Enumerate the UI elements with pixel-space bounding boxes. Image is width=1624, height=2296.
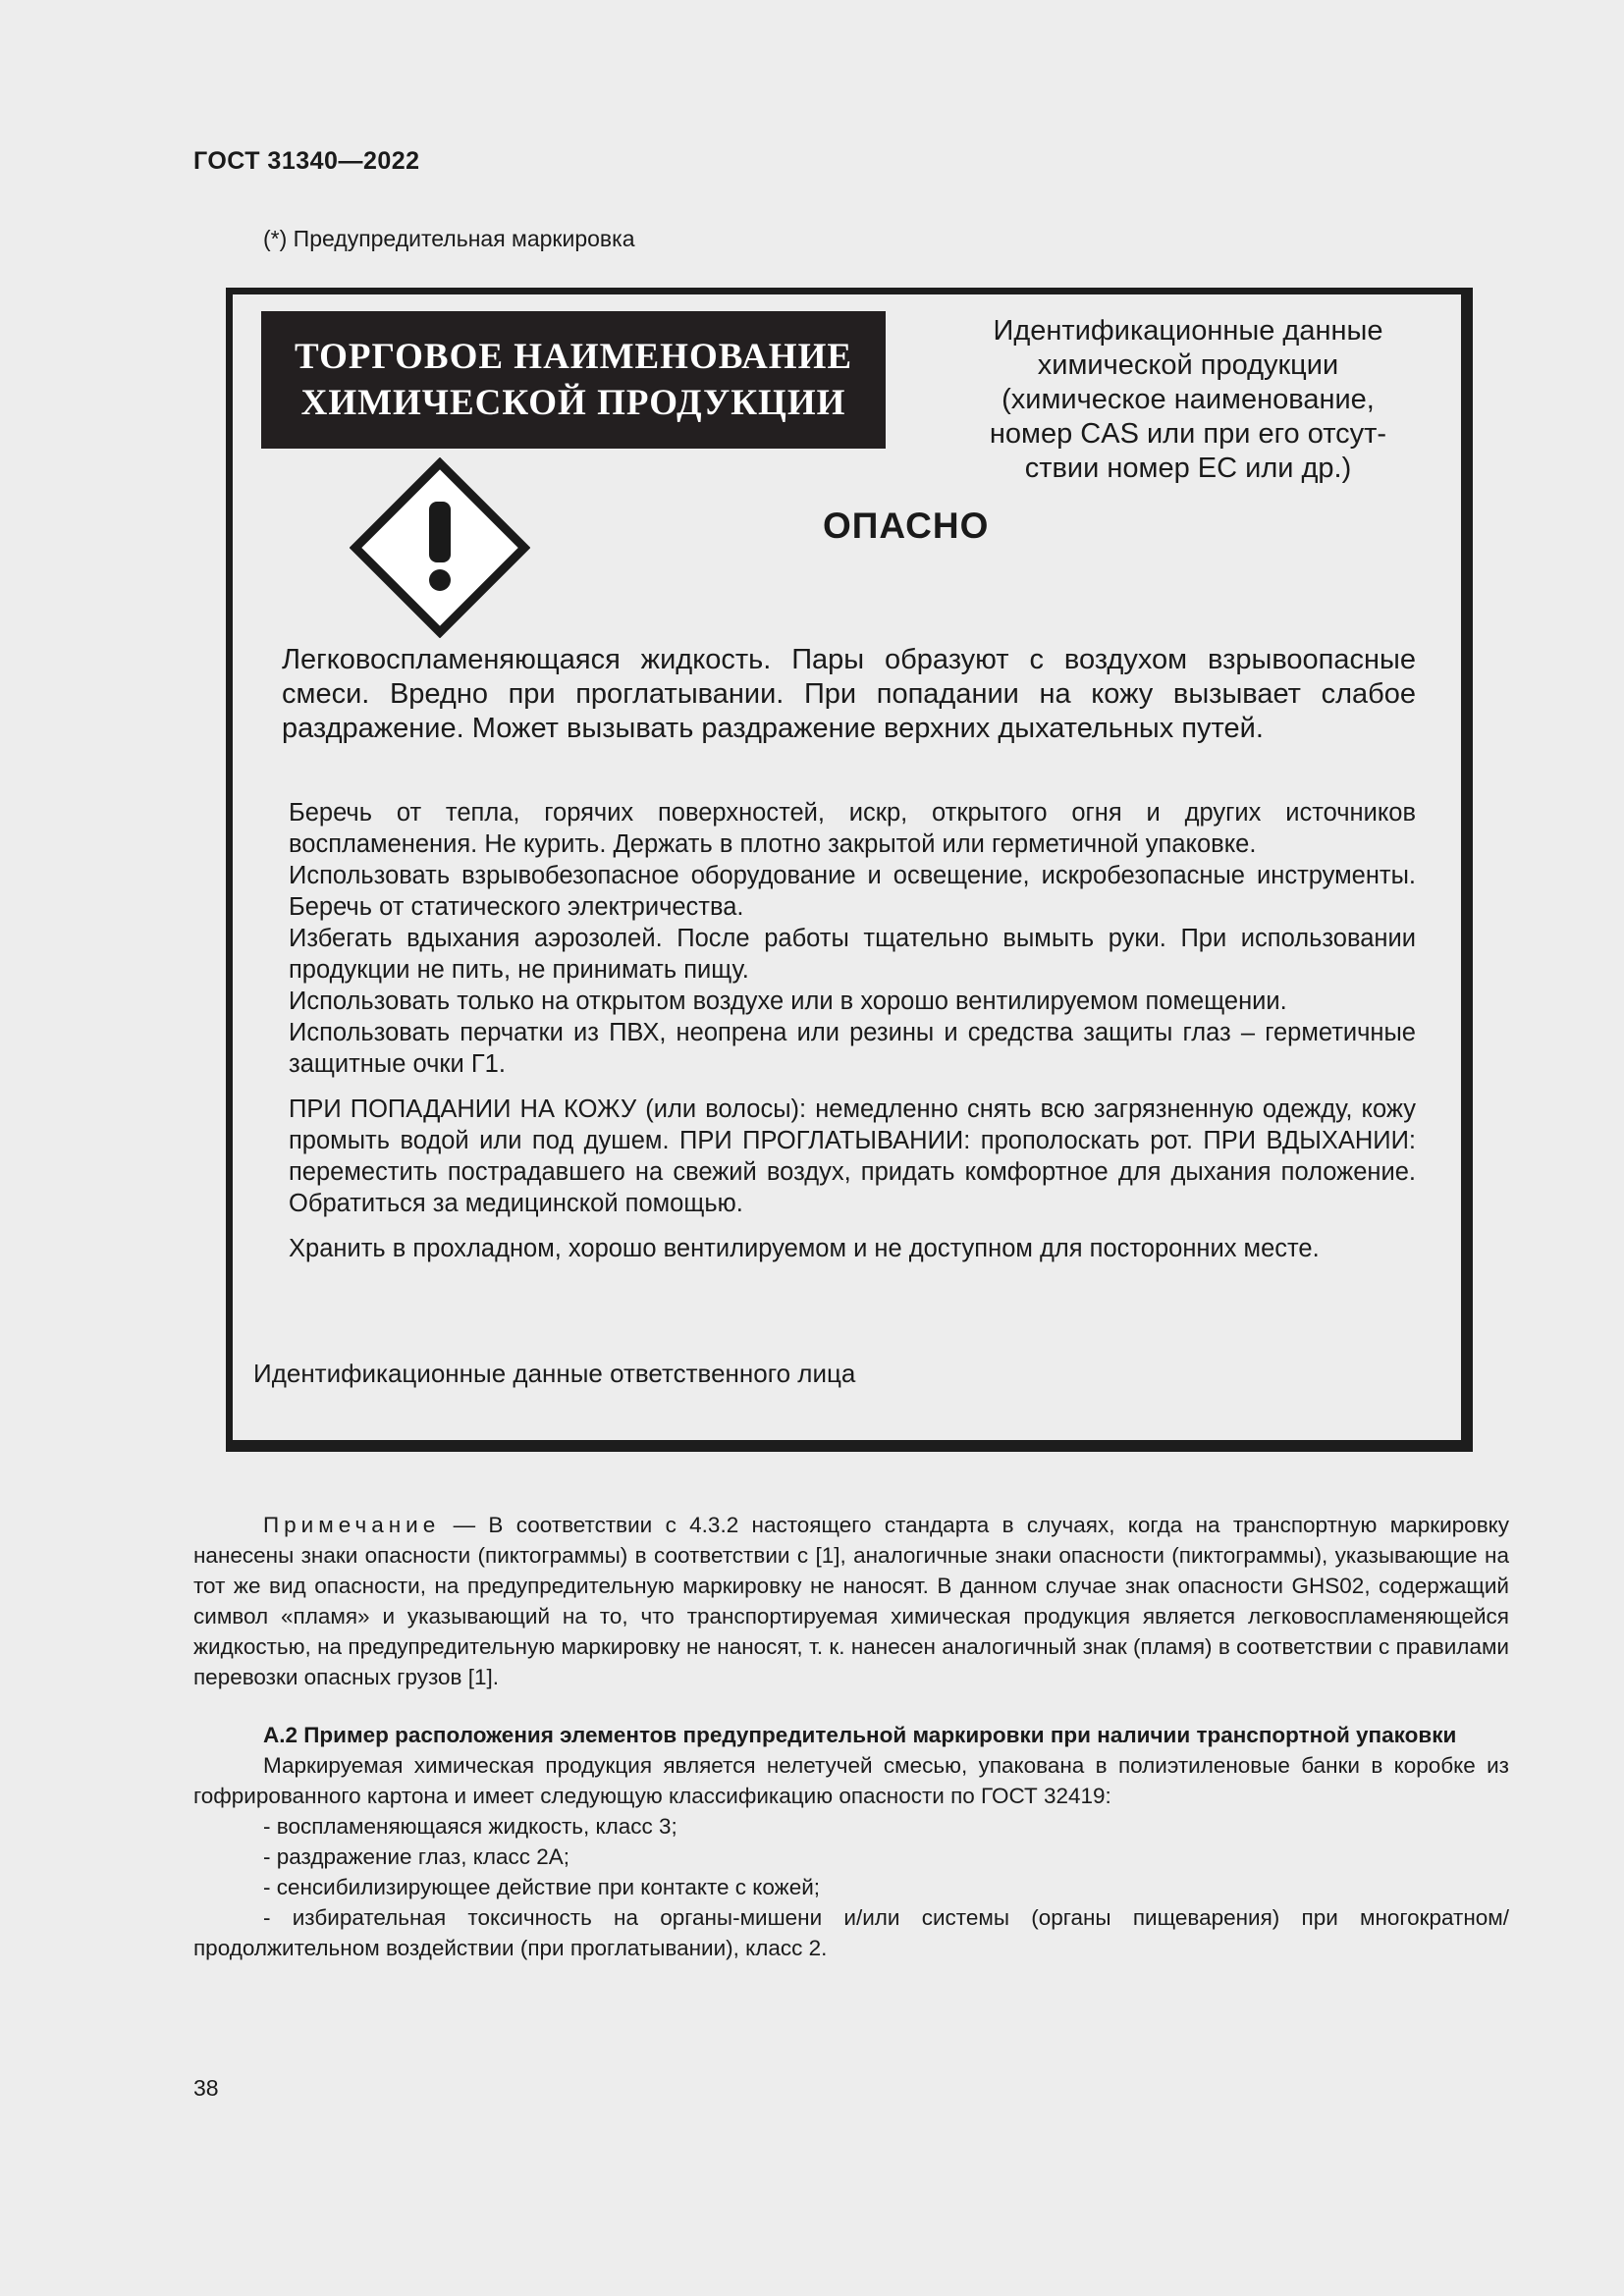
- ident-line: химической продукции: [1037, 349, 1339, 381]
- precaution-item: Использовать взрывобезопасное оборудование и освещение, искробезопасные инструменты. Беречь от статического электричества.: [289, 862, 1416, 921]
- note-block: [193, 1510, 1509, 1692]
- ident-line: Идентификационные данные: [993, 315, 1383, 347]
- signal-word: ОПАСНО: [823, 506, 990, 546]
- section-a2: [193, 1720, 1509, 1963]
- section-intro: Маркируемая химическая продукция является нелетучей смесью, упакована в полиэтиленовые банки в коробке из гофрированного картона и имеет следующую классификацию опасности по ГОСТ 32419:: [193, 1753, 1509, 1808]
- precaution-item: Избегать вдыхания аэрозолей. После работы тщательно вымыть руки. При использовании продукции не пить, не принимать пищу.: [289, 925, 1416, 984]
- list-item: - воспламеняющаяся жидкость, класс 3;: [263, 1814, 677, 1839]
- first-aid-statement: ПРИ ПОПАДАНИИ НА КОЖУ (или волосы): немедленно снять всю загрязненную одежду, кожу промыть водой или под душем. ПРИ ПРОГЛАТЫВАНИИ: прополоскать рот. ПРИ ВДЫХАНИИ: переместить пострадавшего на свежий воздух, придать комфортное для дыхания положение. Обратиться за медицинской помощью.: [289, 1095, 1416, 1217]
- responsible-party: Идентификационные данные ответственного лица: [253, 1359, 856, 1388]
- trade-name-banner: [261, 311, 886, 449]
- exclamation-mark-diamond-icon: [350, 457, 530, 638]
- page-number: 38: [193, 2075, 219, 2101]
- ident-line: (химическое наименование,: [1001, 384, 1375, 415]
- ident-line: ствии номер ЕС или др.): [1024, 453, 1352, 484]
- note-text: — В соответствии с 4.3.2 настоящего стандарта в случаях, когда на транспортную маркировку нанесены знаки опасности (пиктограммы) в соответствии с [1], аналогичные знаки опасности (пиктограммы), указывающие на тот же вид опасности, на предупредительную маркировку не наносят. В данном случае знак опасности GHS02, содержащий символ «пламя» и указывающий на то, что транспортируемая химическая продукция является легковоспламеняющейся жидкостью, на предупредительную маркировку не наносят, т. к. нанесен аналогичный знак (пламя) в соответствии с правилами перевозки опасных грузов [1].: [193, 1513, 1509, 1689]
- document-header: ГОСТ 31340—2022: [193, 147, 420, 175]
- list-item: - сенсибилизирующее действие при контакте с кожей;: [263, 1875, 821, 1899]
- ident-line: номер CAS или при его отсут-: [989, 418, 1387, 450]
- trade-name-line-2: ХИМИЧЕСКОЙ ПРОДУКЦИИ: [300, 383, 846, 423]
- list-item: - раздражение глаз, класс 2А;: [263, 1844, 570, 1869]
- figure-caption: (*) Предупредительная маркировка: [263, 226, 635, 251]
- precaution-item: Использовать только на открытом воздухе или в хорошо вентилируемом помещении.: [289, 988, 1287, 1015]
- precaution-item: Использовать перчатки из ПВХ, неопрена или резины и средства защиты глаз – герметичные защитные очки Г1.: [289, 1019, 1416, 1078]
- trade-name-line-1: ТОРГОВОЕ НАИМЕНОВАНИЕ: [294, 337, 853, 377]
- note-paragraph: [193, 1510, 1509, 1692]
- product-identification: [962, 314, 1414, 486]
- precautionary-statements: [289, 797, 1416, 1264]
- note-label: Примечание: [263, 1513, 441, 1537]
- precaution-item: Беречь от тепла, горячих поверхностей, искр, открытого огня и других источников воспламенения. Не курить. Держать в плотно закрытой или герметичной упаковке.: [289, 799, 1416, 858]
- hazard-statements: Легковоспламеняющаяся жидкость. Пары образуют с воздухом взрывоопасные смеси. Вредно при проглатывании. При попадании на кожу вызывает слабое раздражение. Может вызывать раздражение верхних дыхательных путей.: [282, 644, 1416, 744]
- section-title: А.2 Пример расположения элементов предупредительной маркировки при наличии транспортной упаковки: [263, 1723, 1457, 1747]
- list-item: - избирательная токсичность на органы-мишени и/или системы (органы пищеварения) при многократном/продолжительном воздействии (при проглатывании), класс 2.: [193, 1905, 1509, 1960]
- storage-statement: Хранить в прохладном, хорошо вентилируемом и не доступном для посторонних месте.: [289, 1235, 1320, 1262]
